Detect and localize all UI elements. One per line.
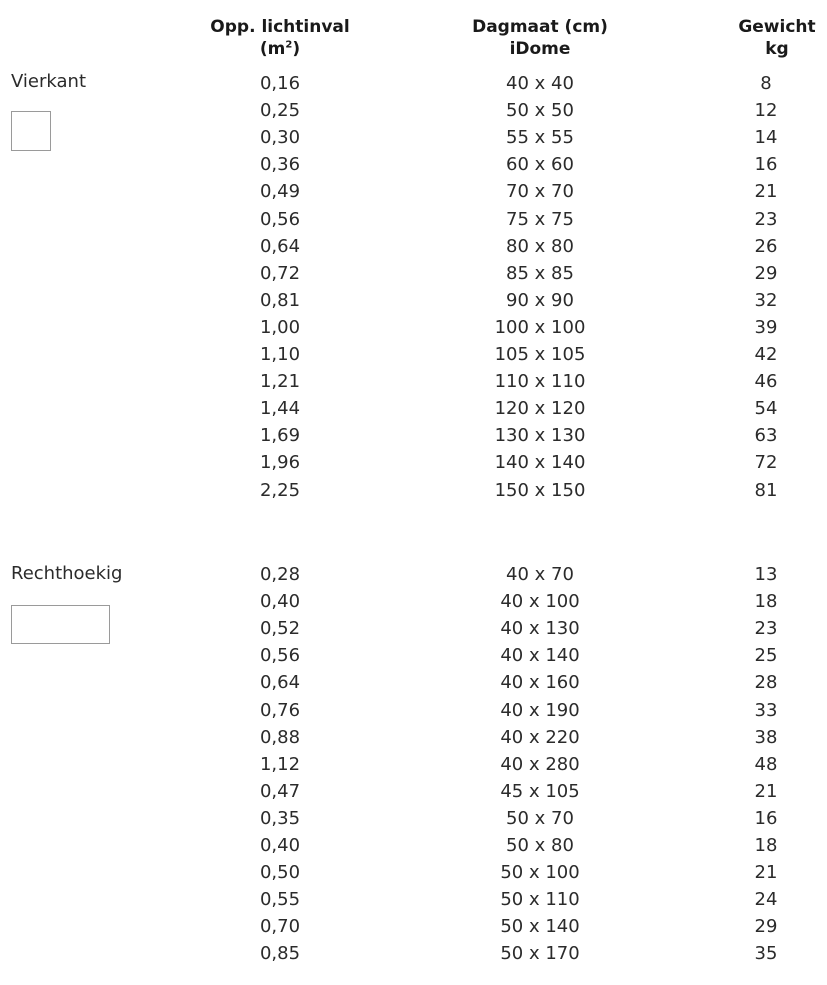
weight-cell: 8	[760, 73, 772, 94]
table-row	[0, 341, 827, 368]
area-cell: 0,36	[259, 154, 301, 176]
area-cell: 0,88	[259, 726, 301, 748]
weight-cell: 18	[754, 835, 778, 856]
table-row	[0, 561, 827, 588]
table-row	[0, 724, 827, 751]
area-cell: 0,30	[259, 127, 301, 149]
weight-cell: 81	[754, 479, 778, 501]
table-row	[0, 233, 827, 260]
weight-cell: 12	[754, 100, 778, 122]
dimension-cell: 130 x 130	[494, 425, 586, 447]
header-area	[200, 16, 360, 60]
table-row	[0, 669, 827, 696]
table-row	[0, 859, 827, 886]
table-row	[0, 124, 827, 151]
area-cell: 0,28	[259, 564, 301, 585]
area-cell: 0,85	[259, 943, 301, 965]
table-row	[0, 886, 827, 913]
header-area-unit: $(m^2)$	[259, 39, 301, 59]
dimension-cell: 90 x 90	[506, 289, 574, 311]
area-cell: 0,47	[259, 780, 301, 802]
dimension-cell: 110 x 110	[494, 371, 586, 393]
area-cell: 2,25	[259, 479, 301, 501]
weight-cell: 35	[754, 943, 778, 965]
header-weight-unit: kg	[765, 39, 789, 59]
dimension-cell: 40 x 40	[506, 73, 574, 94]
dimension-cell: 40 x 130	[500, 618, 580, 640]
weight-cell: 28	[754, 672, 778, 694]
table-row	[0, 395, 827, 422]
table-row	[0, 615, 827, 642]
area-cell: 0,70	[259, 916, 301, 938]
area-cell: 1,00	[259, 316, 301, 338]
table-row	[0, 97, 827, 124]
dimension-cell: 75 x 75	[506, 208, 574, 230]
table-row	[0, 449, 827, 476]
dimension-cell: 50 x 170	[500, 943, 580, 965]
table-row	[0, 913, 827, 940]
table-row	[0, 287, 827, 314]
dimension-cell: 150 x 150	[494, 479, 586, 501]
section-label-rechthoekig: Rechthoekig	[11, 563, 123, 584]
area-cell: 0,55	[259, 889, 301, 911]
dimension-cell: 50 x 110	[500, 889, 580, 911]
table-row	[0, 260, 827, 287]
area-cell: 0,56	[259, 208, 301, 230]
area-cell: 1,69	[259, 425, 301, 447]
weight-cell: 16	[754, 154, 778, 176]
dimension-cell: 50 x 50	[506, 100, 574, 122]
area-cell: 0,49	[259, 181, 301, 203]
table-row	[0, 588, 827, 615]
area-cell: 0,72	[259, 262, 301, 284]
dimension-cell: 50 x 80	[506, 835, 574, 856]
area-cell: 0,16	[259, 73, 301, 94]
header-weight-title: Gewicht	[738, 17, 816, 37]
dimension-cell: 100 x 100	[494, 316, 586, 338]
weight-cell: 33	[754, 699, 778, 721]
weight-cell: 29	[754, 262, 778, 284]
dimension-cell: 120 x 120	[494, 398, 586, 420]
weight-cell: 39	[754, 316, 778, 338]
dimension-cell: 50 x 70	[506, 807, 574, 829]
dimension-cell: 80 x 80	[506, 235, 574, 257]
table-row	[0, 70, 827, 97]
dimension-cell: 50 x 140	[500, 916, 580, 938]
dimension-cell: 140 x 140	[494, 452, 586, 474]
dimension-cell: 40 x 100	[500, 591, 580, 613]
table-row	[0, 477, 827, 504]
area-cell: 0,76	[259, 699, 301, 721]
table-row	[0, 832, 827, 859]
weight-cell: 42	[754, 344, 778, 365]
weight-cell: 25	[754, 645, 778, 667]
table-row	[0, 314, 827, 341]
header-dimension	[440, 16, 640, 60]
weight-cell: 14	[754, 127, 778, 149]
dimension-cell: 70 x 70	[506, 181, 574, 203]
weight-cell: 21	[754, 181, 778, 203]
dimension-cell: 60 x 60	[506, 154, 574, 176]
weight-cell: 63	[754, 425, 778, 447]
weight-cell: 13	[754, 564, 778, 585]
weight-cell: 23	[754, 618, 778, 640]
weight-cell: 21	[754, 780, 778, 802]
area-cell: 1,44	[259, 398, 301, 420]
weight-cell: 29	[754, 916, 778, 938]
weight-cell: 48	[754, 753, 778, 775]
header-weight	[722, 16, 827, 60]
dimension-cell: 40 x 190	[500, 699, 580, 721]
area-cell: 0,56	[259, 645, 301, 667]
table-row	[0, 805, 827, 832]
weight-cell: 72	[754, 452, 778, 474]
area-cell: 0,40	[259, 591, 301, 613]
table-row	[0, 778, 827, 805]
area-cell: 1,12	[259, 753, 301, 775]
table-row	[0, 697, 827, 724]
area-cell: 0,64	[259, 672, 301, 694]
area-cell: 0,25	[259, 100, 301, 122]
header-area-title: Opp. lichtinval	[210, 17, 350, 37]
dimension-cell: 45 x 105	[500, 780, 580, 802]
table-row	[0, 751, 827, 778]
header-dimension-title: Dagmaat (cm)	[472, 17, 608, 37]
section-label-vierkant: Vierkant	[11, 71, 86, 92]
area-cell: 0,40	[259, 835, 301, 856]
area-cell: 0,81	[259, 289, 301, 311]
area-cell: 1,96	[259, 452, 301, 474]
area-cell: 0,52	[259, 618, 301, 640]
table-row	[0, 642, 827, 669]
dimension-cell: 105 x 105	[494, 344, 586, 365]
area-cell: 1,10	[259, 344, 301, 365]
dimension-cell: 40 x 220	[500, 726, 580, 748]
header-dimension-product: iDome	[509, 39, 571, 59]
dimension-cell: 50 x 100	[500, 862, 580, 884]
area-cell: 0,35	[259, 807, 301, 829]
weight-cell: 46	[754, 371, 778, 393]
dimension-cell: 40 x 160	[500, 672, 580, 694]
weight-cell: 24	[754, 889, 778, 911]
dimension-cell: 85 x 85	[506, 262, 574, 284]
weight-cell: 18	[754, 591, 778, 613]
table-row	[0, 940, 827, 967]
dimension-cell: 55 x 55	[506, 127, 574, 149]
dimension-cell: 40 x 140	[500, 645, 580, 667]
area-cell: 1,21	[259, 371, 301, 393]
weight-cell: 23	[754, 208, 778, 230]
weight-cell: 54	[754, 398, 778, 420]
table-row	[0, 422, 827, 449]
table-row	[0, 178, 827, 205]
table-row	[0, 151, 827, 178]
weight-cell: 16	[754, 807, 778, 829]
weight-cell: 32	[754, 289, 778, 311]
dimension-cell: 40 x 70	[506, 564, 574, 585]
table-row	[0, 368, 827, 395]
weight-cell: 21	[754, 862, 778, 884]
dimension-cell: 40 x 280	[500, 753, 580, 775]
area-cell: 0,50	[259, 862, 301, 884]
weight-cell: 38	[754, 726, 778, 748]
weight-cell: 26	[754, 235, 778, 257]
area-cell: 0,64	[259, 235, 301, 257]
table-row	[0, 206, 827, 233]
